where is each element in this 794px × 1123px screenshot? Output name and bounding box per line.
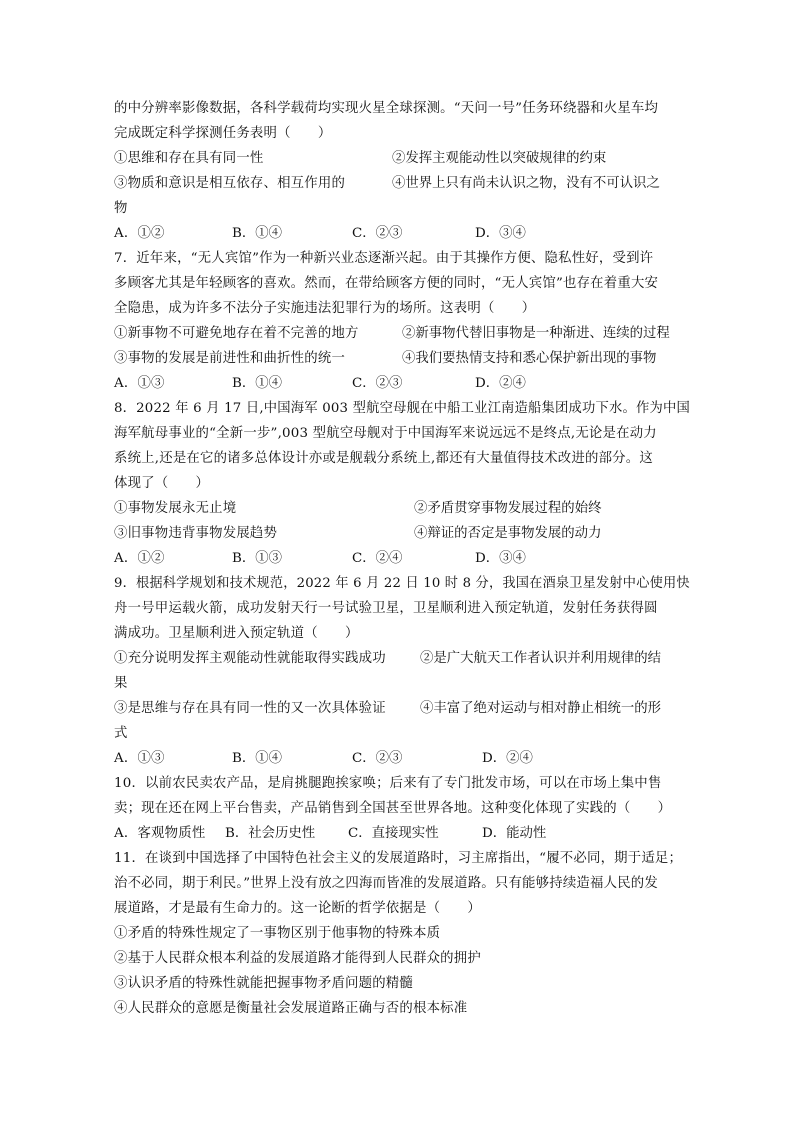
q6-option-1: ①思维和存在具有同一性: [114, 151, 264, 166]
q6-option-2: ②发挥主观能动性以突破规律的约束: [392, 151, 607, 166]
q8-option-2: ②矛盾贯穿事物发展过程的始终: [414, 501, 602, 516]
q9-stem-line-2: 舟一号甲运载火箭，成功发射天行一号试验卫星，卫星顺利进入预定轨道，发射任务获得圆: [114, 601, 658, 616]
q10-stem-line-2: 卖；现在还在网上平台售卖，产品销售到全国甚至世界各地。这种变化体现了实践的（ ）: [114, 801, 672, 816]
q9-choice-b: B．①④: [232, 751, 283, 766]
q10-stem-line-1: 10．以前农民卖农产品，是肩挑腿跑挨家唤；后来有了专门批发市场，可以在市场上集中售: [114, 776, 662, 791]
q7-choice-d: D．②④: [475, 376, 526, 391]
q9-choice-d: D．②④: [482, 751, 533, 766]
q9-option-2: ②是广大航天工作者认识并利用规律的结: [420, 651, 662, 666]
q10-choice-a: A．客观物质性: [114, 826, 206, 841]
q8-option-1: ①事物发展永无止境: [114, 501, 237, 516]
q8-option-4: ④辩证的否定是事物发展的动力: [414, 526, 602, 541]
q11-stem-line-3: 展道路，才是最有生命力的。这一论断的哲学依据是（ ）: [114, 901, 481, 916]
q9-stem-line-1: 9．根据科学规划和技术规范，2022 年 6 月 22 日 10 时 8 分，我国在酒泉卫星发射中心使用快: [114, 576, 690, 591]
q8-choice-d: D．③④: [475, 551, 526, 566]
q9-choice-a: A．①③: [114, 751, 165, 766]
q11-option-4: ④人民群众的意愿是衡量社会发展道路正确与否的根本标准: [114, 1001, 468, 1016]
q6-stem-line-1: 的中分辨率影像数据，各科学载荷均实现火星全球探测。“天问一号”任务环绕器和火星车均: [114, 101, 659, 116]
q7-choice-c: C．②③: [352, 376, 403, 391]
q7-option-1: ①新事物不可避免地存在着不完善的地方: [114, 326, 359, 341]
q9-stem-line-3: 满成功。卫星顺利进入预定轨道（ ）: [114, 626, 359, 641]
q11-option-1: ①矛盾的特殊性规定了一事物区别于他事物的特殊本质: [114, 926, 441, 941]
q9-option-4: ④丰富了绝对运动与相对静止相统一的形: [420, 701, 662, 716]
q7-stem-line-1: 7．近年来，“无人宾馆”作为一种新兴业态逐渐兴起。由于其操作方便、隐私性好，受到许: [114, 251, 654, 266]
q9-option-4-wrap: 式: [114, 726, 128, 741]
q8-stem-line-1: 8．2022 年 6 月 17 日,中国海军 003 型航空母舰在中船工业江南造船集团成功下水。作为中国: [114, 401, 691, 416]
q6-choice-d: D．③④: [475, 226, 526, 241]
q11-stem-line-1: 11．在谈到中国选择了中国特色社会主义的发展道路时，习主席指出，“履不必同，期于适足；: [114, 851, 683, 866]
q7-option-4: ④我们要热情支持和悉心保护新出现的事物: [402, 351, 657, 366]
q6-choice-b: B．①④: [232, 226, 283, 241]
q6-option-4-wrap: 物: [114, 201, 128, 216]
q8-stem-line-2: 海军航母事业的“全新一步”,003 型航空母舰对于中国海军来说远远不是终点,无论是在动力: [114, 426, 657, 441]
q8-stem-line-3: 系统上,还是在它的诸多总体设计亦或是舰载分系统上,都还有大量值得技术改进的部分。这: [114, 451, 653, 466]
q9-option-2-wrap: 果: [114, 676, 128, 691]
q8-choice-c: C．②④: [352, 551, 403, 566]
q6-stem-line-2: 完成既定科学探测任务表明（ ）: [114, 126, 332, 141]
q8-option-3: ③旧事物违背事物发展趋势: [114, 526, 278, 541]
q6-option-4: ④世界上只有尚未认识之物，没有不可认识之: [392, 176, 660, 191]
q7-choice-b: B．①④: [232, 376, 283, 391]
q8-stem-line-4: 体现了（ ）: [114, 476, 210, 491]
q9-option-1: ①充分说明发挥主观能动性就能取得实践成功: [114, 651, 386, 666]
q11-option-2: ②基于人民群众根本利益的发展道路才能得到人民群众的拥护: [114, 951, 481, 966]
q7-stem-line-3: 全隐患，成为许多不法分子实施违法犯罪行为的场所。这表明（ ）: [114, 301, 536, 316]
q8-choice-b: B．①③: [232, 551, 283, 566]
q9-option-3: ③是思维与存在具有同一性的又一次具体验证: [114, 701, 386, 716]
q7-stem-line-2: 多顾客尤其是年轻顾客的喜欢。然而，在带给顾客方便的同时，“无人宾馆”也存在着重大安: [114, 276, 659, 291]
q6-option-3: ③物质和意识是相互依存、相互作用的: [114, 176, 346, 191]
q10-choice-c: C．直接现实性: [348, 826, 439, 841]
q6-choice-a: A．①②: [114, 226, 165, 241]
q9-choice-c: C．②③: [352, 751, 403, 766]
q10-choice-b: B．社会历史性: [225, 826, 316, 841]
q11-stem-line-2: 治不必同，期于利民。”世界上没有放之四海而皆准的发展道路。只有能够持续造福人民的发: [114, 876, 658, 891]
q7-option-2: ②新事物代替旧事物是一种渐进、连续的过程: [402, 326, 670, 341]
q8-choice-a: A．①②: [114, 551, 165, 566]
q10-choice-d: D．能动性: [482, 826, 547, 841]
q11-option-3: ③认识矛盾的特殊性就能把握事物矛盾问题的精髓: [114, 976, 413, 991]
q6-choice-c: C．②③: [352, 226, 403, 241]
q7-option-3: ③事物的发展是前进性和曲折性的统一: [114, 351, 346, 366]
q7-choice-a: A．①③: [114, 376, 165, 391]
